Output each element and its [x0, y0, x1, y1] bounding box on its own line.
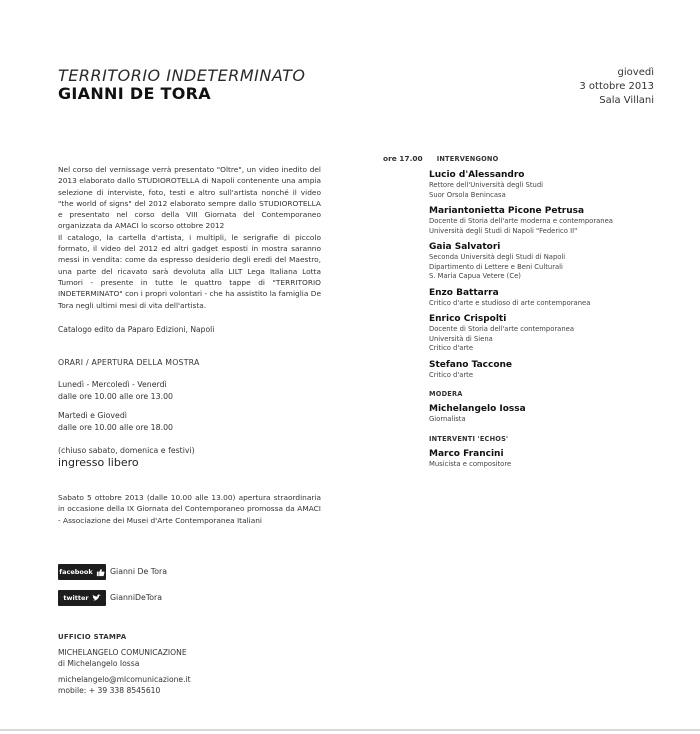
- free-entry: ingresso libero: [58, 456, 139, 469]
- speaker-role: Critico d'arte: [429, 370, 474, 379]
- event-venue: Sala Villani: [599, 95, 654, 106]
- echos-entry: [429, 448, 663, 470]
- moderator-entry: [429, 403, 663, 425]
- speaker-name: Enrico Crispolti: [429, 314, 507, 324]
- program-header: [383, 154, 663, 163]
- speaker-role: S. Maria Capua Vetere (Ce): [429, 272, 521, 280]
- speaker-name: Enzo Battarra: [429, 287, 499, 298]
- tue-thu-label: Martedì e Giovedì: [58, 411, 127, 420]
- speaker-entry: [429, 241, 663, 282]
- weekdays-hours: dalle ore 10.00 alle ore 13.00: [58, 391, 174, 401]
- speaker-role: Università di Siena: [429, 334, 493, 343]
- speaker-entry: [429, 359, 663, 381]
- speaker-name: Mariantonietta Picone Petrusa: [429, 206, 585, 216]
- twitter-handle[interactable]: GianniDeTora: [110, 593, 163, 602]
- speaker-role: Critico d'arte e studioso di arte contemporanea: [429, 298, 591, 307]
- speakers-list: [429, 169, 663, 380]
- exhibition-title: TERRITORIO INDETERMINATO: [58, 66, 306, 85]
- echos-role: Musicista e compositore: [429, 459, 512, 468]
- speaker-role: Rettore dell'Università degli Studi: [429, 181, 544, 189]
- closed-days: (chiuso sabato, domenica e festivi): [58, 446, 195, 455]
- speaker-name: Gaia Salvatori: [429, 242, 501, 252]
- intro-text: [58, 164, 321, 311]
- weekdays-label: Lunedì - Mercoledì - Venerdì: [58, 380, 167, 389]
- moderator-name: Michelangelo Iossa: [429, 404, 526, 414]
- artist-name: GIANNI DE TORA: [58, 84, 211, 103]
- bird-icon: [92, 594, 101, 602]
- program-time: ore 17.00: [383, 154, 423, 163]
- hours-heading: ORARI / APERTURA DELLA MOSTRA: [58, 358, 200, 367]
- event-day: giovedì: [617, 67, 654, 78]
- page-bottom-edge: [0, 729, 700, 731]
- speakers-label: INTERVENGONO: [436, 155, 499, 163]
- facebook-badge[interactable]: [58, 564, 106, 580]
- speaker-role: Docente di Storia dell'arte contemporanea: [429, 325, 575, 333]
- press-contact-person: di Michelangelo Iossa: [58, 659, 140, 668]
- speaker-entry: [429, 169, 663, 200]
- program-column: [383, 154, 663, 474]
- speaker-role: Suor Orsola Benincasa: [429, 190, 506, 199]
- hours-weekdays: [58, 379, 173, 402]
- speaker-entry: [429, 287, 663, 309]
- speaker-name: Lucio d'Alessandro: [429, 170, 525, 180]
- catalog-publisher: Catalogo edito da Paparo Edizioni, Napoli: [58, 325, 215, 334]
- speaker-role: Dipartimento di Lettere e Beni Culturali: [429, 262, 563, 271]
- event-date-block: [579, 66, 654, 108]
- moderator-role: Giornalista: [429, 415, 466, 423]
- speaker-name: Stefano Taccone: [429, 359, 513, 370]
- echos-name: Marco Francini: [429, 448, 504, 459]
- press-company: MICHELANGELO COMUNICAZIONE: [58, 648, 187, 657]
- twitter-badge[interactable]: [58, 590, 106, 606]
- speaker-role: Docente di Storia dell'arte moderna e contemporanea: [429, 217, 613, 225]
- press-office: [58, 632, 191, 696]
- echos-label: INTERVENTI 'ECHOS': [429, 434, 509, 443]
- press-email[interactable]: michelangelo@mlcomunicazione.it: [58, 675, 191, 684]
- press-heading: UFFICIO STAMPA: [58, 633, 127, 641]
- speaker-entry: [429, 313, 663, 354]
- speaker-role: Critico d'arte: [429, 344, 474, 352]
- moderator-label: MODERA: [429, 390, 463, 398]
- intro-paragraph-catalog: Il catalogo, la cartella d'artista, i multipli, le serigrafie di piccolo formato, il video del 2012 ed altri gadget esposti in mostra saranno messi in vendita: come da espresso desiderio degli eredi del Maestro, una parte del ricavato sarà devoluta alla LILT Lega Italiana Lotta Tumori - presente in tutte le quattro tappe di "TERRITORIO INDETERMINATO" con i propri volontari - che ha assistito la famiglia De Tora negli ultimi mesi di vita dell'artista.: [58, 232, 321, 310]
- speaker-role: Seconda Università degli Studi di Napoli: [429, 253, 566, 261]
- hours-tue-thu: [58, 410, 173, 433]
- thumbs-up-icon: [96, 568, 105, 577]
- intro-paragraph-video: Nel corso del vernissage verrà presentato "Oltre", un video inedito del 2013 elaborato dallo STUDIOROTELLA di Napoli contenente una ampia selezione di interviste, foto, testi e altro sull'artista nonché il video "the world of signs" del 2012 elaborato sempre dallo STUDIOROTELLA e presentato nel corso della VIII Giornata del Contemporaneo organizzata da AMACI lo scorso ottobre 2012: [58, 165, 321, 231]
- facebook-page-name[interactable]: Gianni De Tora: [110, 567, 167, 576]
- facebook-label: facebook: [59, 568, 93, 576]
- twitter-label: twitter: [63, 594, 89, 602]
- speaker-entry: [429, 205, 663, 236]
- tue-thu-hours: dalle ore 10.00 alle ore 18.00: [58, 422, 174, 432]
- event-date: 3 ottobre 2013: [579, 81, 654, 92]
- press-mobile: mobile: + 39 338 8545610: [58, 686, 161, 695]
- speaker-role: Università degli Studi di Napoli "Federico II": [429, 226, 578, 235]
- special-opening-text: Sabato 5 ottobre 2013 (dalle 10.00 alle 13.00) apertura straordinaria in occasione della IX Giornata del Contemporaneo promossa da AMACI - Associazione dei Musei d'Arte Contemporanea Italiani: [58, 493, 321, 525]
